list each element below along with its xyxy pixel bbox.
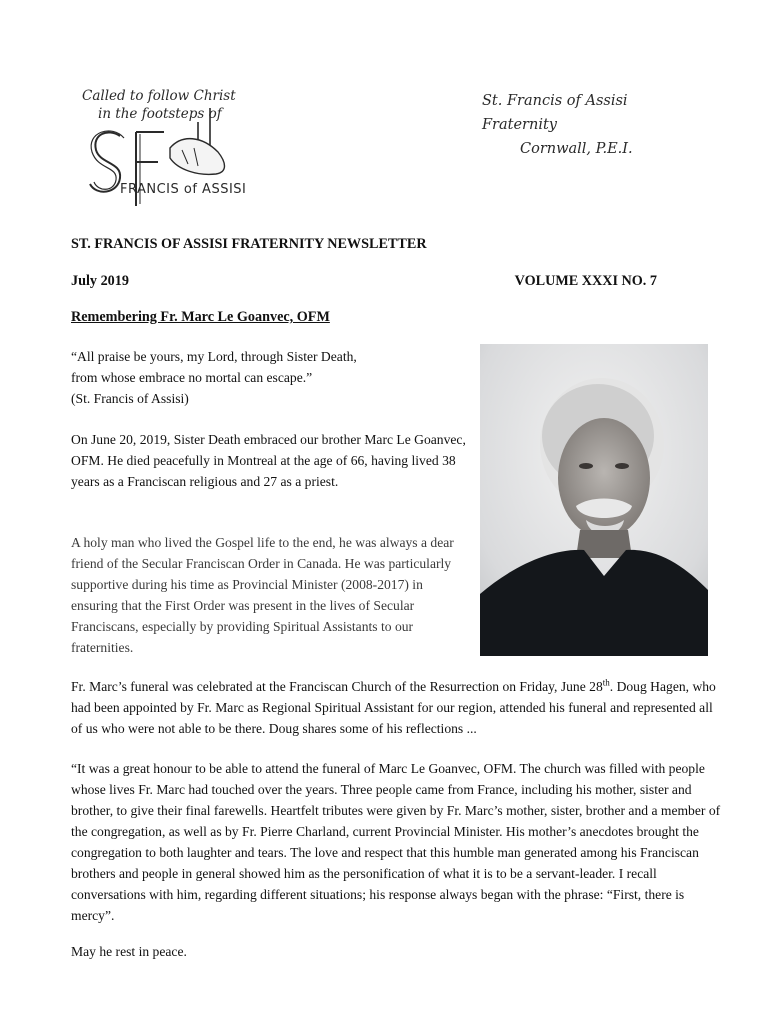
fraternity-logo (78, 78, 268, 228)
portrait-photo (480, 344, 708, 656)
quote-attribution: (St. Francis of Assisi) (71, 391, 189, 406)
paragraph-death-notice: On June 20, 2019, Sister Death embraced our brother Marc Le Goanvec, OFM. He died peacefully in Montreal at the age of 66, having lived 38 years as a Franciscan religious and 27 as a priest. (71, 432, 466, 489)
logo-motto-line1: Called to follow Christ (82, 88, 236, 104)
opening-quote (71, 346, 471, 409)
paragraph-reflections: “It was a great honour to be able to attend the funeral of Marc Le Goanvec, OFM. The church was filled with people whose lives Fr. Marc had touched over the years. Three people came from France, including his mother, sister and brother, to give their final farewells. Heartfelt tributes were given by Fr. Marc’s mother, sister, brother and a member of the congregation, as well as by Fr. Pierre Charland, current Provincial Minister. His mother’s anecdotes brought the congregation to both laughter and tears. The love and respect that this humble man generated among his Franciscan brothers and people in general showed him as the personification of what it is to be a servant-leader. I recall conversations with him, regarding different situations; his response always began with the phrase: “First, there is mercy”. (71, 761, 721, 923)
closing-line: May he rest in peace. (71, 944, 187, 959)
fraternity-header (482, 89, 682, 161)
paragraph-tribute: A holy man who lived the Gospel life to the end, he was always a dear friend of the Secular Franciscan Order in Canada. He was particularly supportive during his time as Provincial Minister (2008-2017) in ensuring that the First Order was present in the lives of Secular Franciscans, especially by providing Spiritual Assistants to our fraternities. (71, 535, 454, 655)
volume-number: VOLUME XXXI NO. 7 (514, 273, 657, 289)
quote-line-1: “All praise be yours, my Lord, through Sister Death, (71, 349, 357, 364)
date-suffix: th (602, 677, 610, 688)
quote-line-2: from whose embrace no mortal can escape.” (71, 370, 313, 385)
article-title: Remembering Fr. Marc Le Goanvec, OFM (71, 309, 330, 325)
portrait-image (480, 344, 708, 656)
funeral-text-start: Fr. Marc’s funeral was celebrated at the Franciscan Church of the Resurrection on Friday, June 28 (71, 679, 603, 694)
logo-name: FRANCIS of ASSISI (120, 182, 247, 197)
fraternity-name: St. Francis of Assisi Fraternity (482, 93, 628, 133)
funeral-text-end: . Doug Hagen, who had been appointed by Fr. Marc as Regional Spiritual Assistant for our region, attended his funeral and represented all of us who were not able to be there. Doug shares some of his reflections ... (71, 679, 716, 736)
fraternity-location: Cornwall, P.E.I. (520, 141, 633, 157)
paragraph-funeral (71, 676, 721, 739)
issue-date: July 2019 (71, 273, 129, 289)
newsletter-title: ST. FRANCIS OF ASSISI FRATERNITY NEWSLETTER (71, 236, 427, 252)
logo-motto-line2: in the footsteps of (98, 106, 222, 122)
